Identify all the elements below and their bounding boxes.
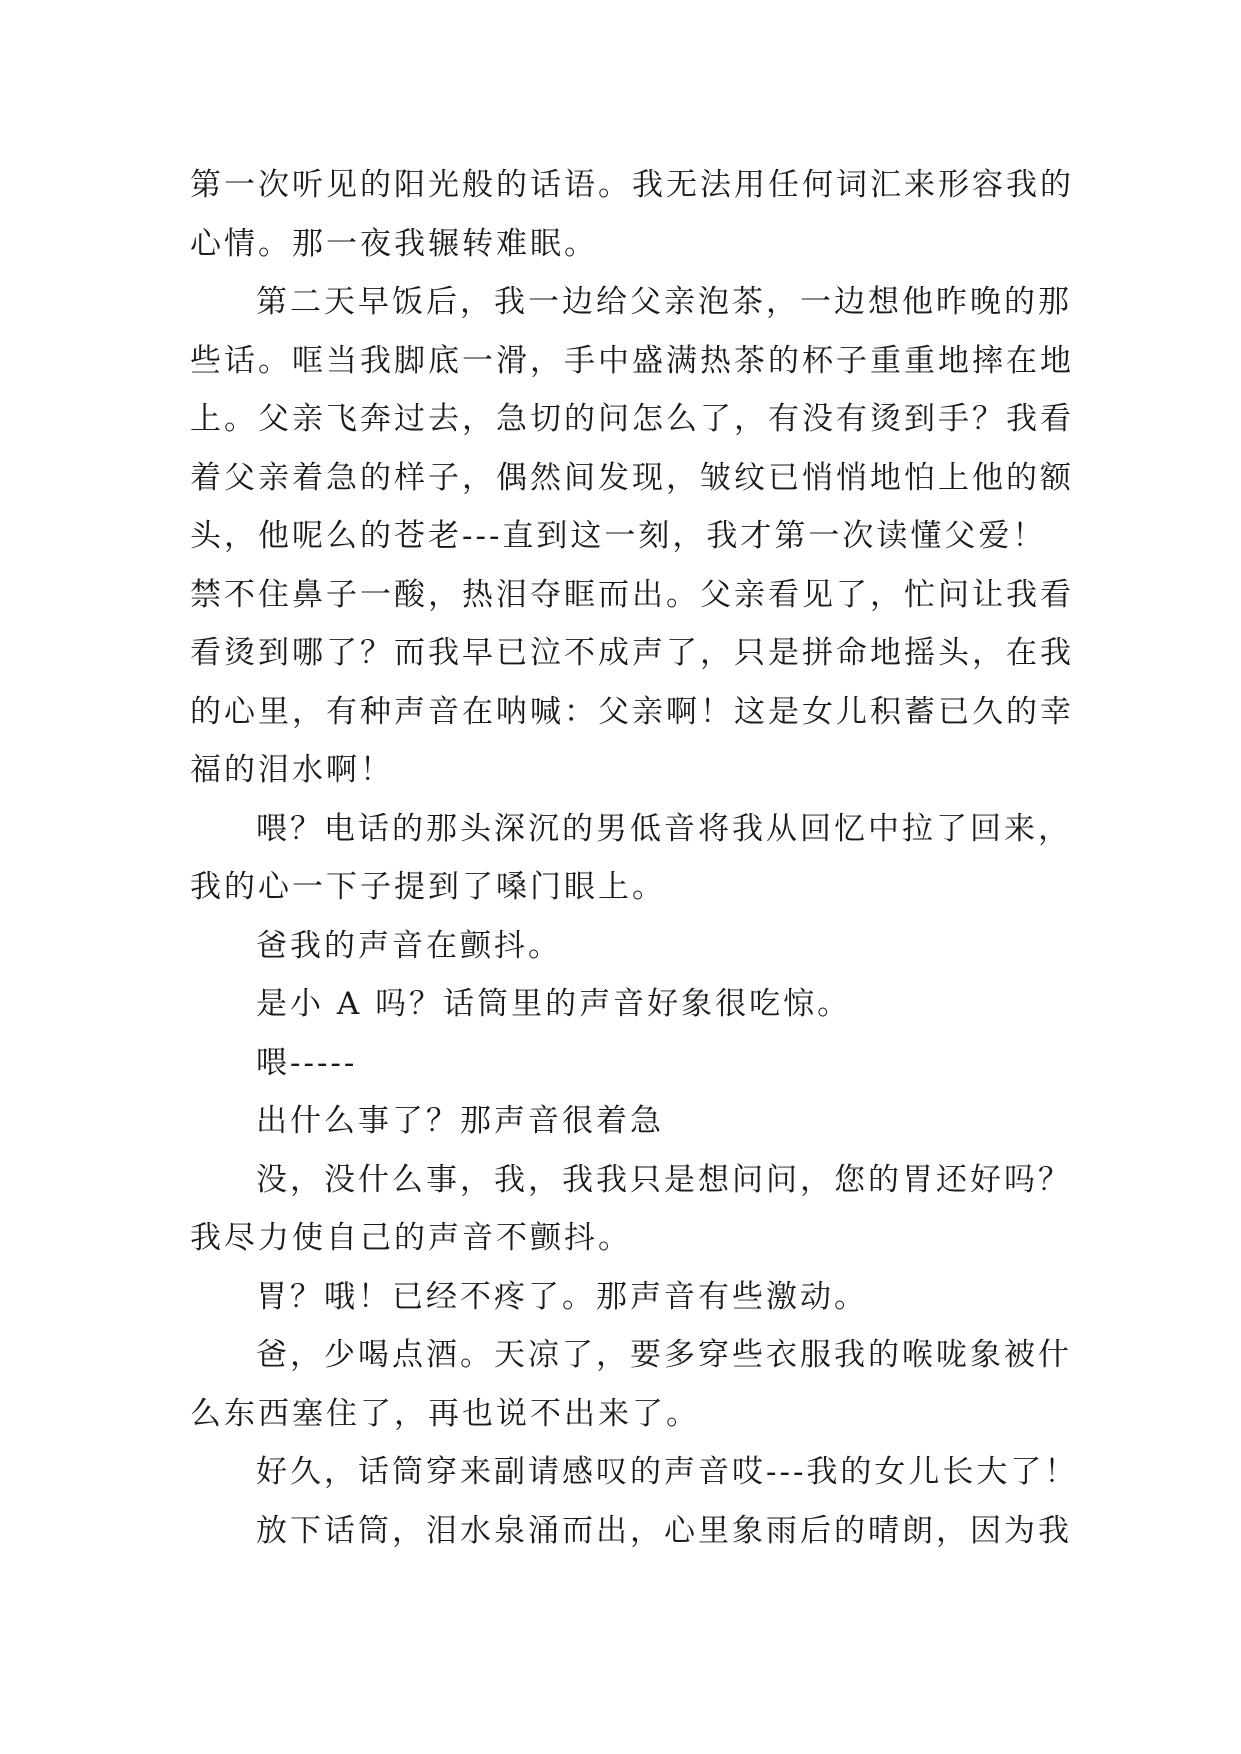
text-line: 我尽力使自己的声音不颤抖。	[190, 1220, 632, 1256]
paragraph-first-line: 喂-----	[256, 1044, 358, 1081]
text-line: 的心里，有种声音在呐喊：父亲啊！这是女儿积蓄已久的幸	[190, 693, 1074, 730]
text-line: 禁不住鼻子一酸，热泪夺眶而出。父亲看见了，忙问让我看	[190, 576, 1074, 613]
text-line: 些话。哐当我脚底一滑，手中盛满热茶的杯子重重地摔在地	[190, 342, 1074, 379]
text-line: 着父亲着急的样子，偶然间发现，皱纹已悄悄地怕上他的额	[190, 459, 1074, 496]
text-line: 么东西塞住了，再也说不出来了。	[190, 1395, 700, 1432]
paragraph-first-line: 好久，话筒穿来副请感叹的声音哎---我的女儿长大了！	[256, 1454, 1079, 1490]
body-text	[190, 156, 1079, 1560]
paragraph-first-line: 是小 A 吗？话筒里的声音好象很吃惊。	[256, 986, 852, 1022]
paragraph-first-line: 放下话筒，泪水泉涌而出，心里象雨后的晴朗，因为我	[256, 1512, 1072, 1549]
paragraph-first-line: 没，没什么事，我，我我只是想问问，您的胃还好吗？	[256, 1161, 1072, 1198]
paragraph-first-line: 胃？哦！已经不疼了。那声音有些激动。	[256, 1278, 868, 1315]
paragraph-first-line: 出什么事了？那声音很着急	[256, 1103, 664, 1139]
text-line: 第一次听见的阳光般的话语。我无法用任何词汇来形容我的	[190, 167, 1074, 203]
paragraph-first-line: 喂？电话的那头深沉的男低音将我从回忆中拉了回来，	[256, 810, 1072, 847]
paragraph-first-line: 爸，少喝点酒。天凉了，要多穿些衣服我的喉咙象被什	[256, 1337, 1072, 1373]
paragraph-first-line: 爸我的声音在颤抖。	[256, 927, 562, 964]
text-line: 我的心一下子提到了嗓门眼上。	[190, 869, 666, 905]
text-line: 头，他呢么的苍老---直到这一刻，我才第一次读懂父爱！	[190, 518, 1047, 554]
text-line: 心情。那一夜我辗转难眠。	[190, 225, 598, 262]
text-line: 上。父亲飞奔过去，急切的问怎么了，有没有烫到手？我看	[190, 401, 1074, 437]
paragraph-first-line: 第二天早饭后，我一边给父亲泡茶，一边想他昨晚的那	[256, 284, 1072, 320]
text-line: 福的泪水啊！	[190, 752, 394, 788]
text-line: 看烫到哪了？而我早已泣不成声了，只是拼命地摇头，在我	[190, 635, 1074, 671]
